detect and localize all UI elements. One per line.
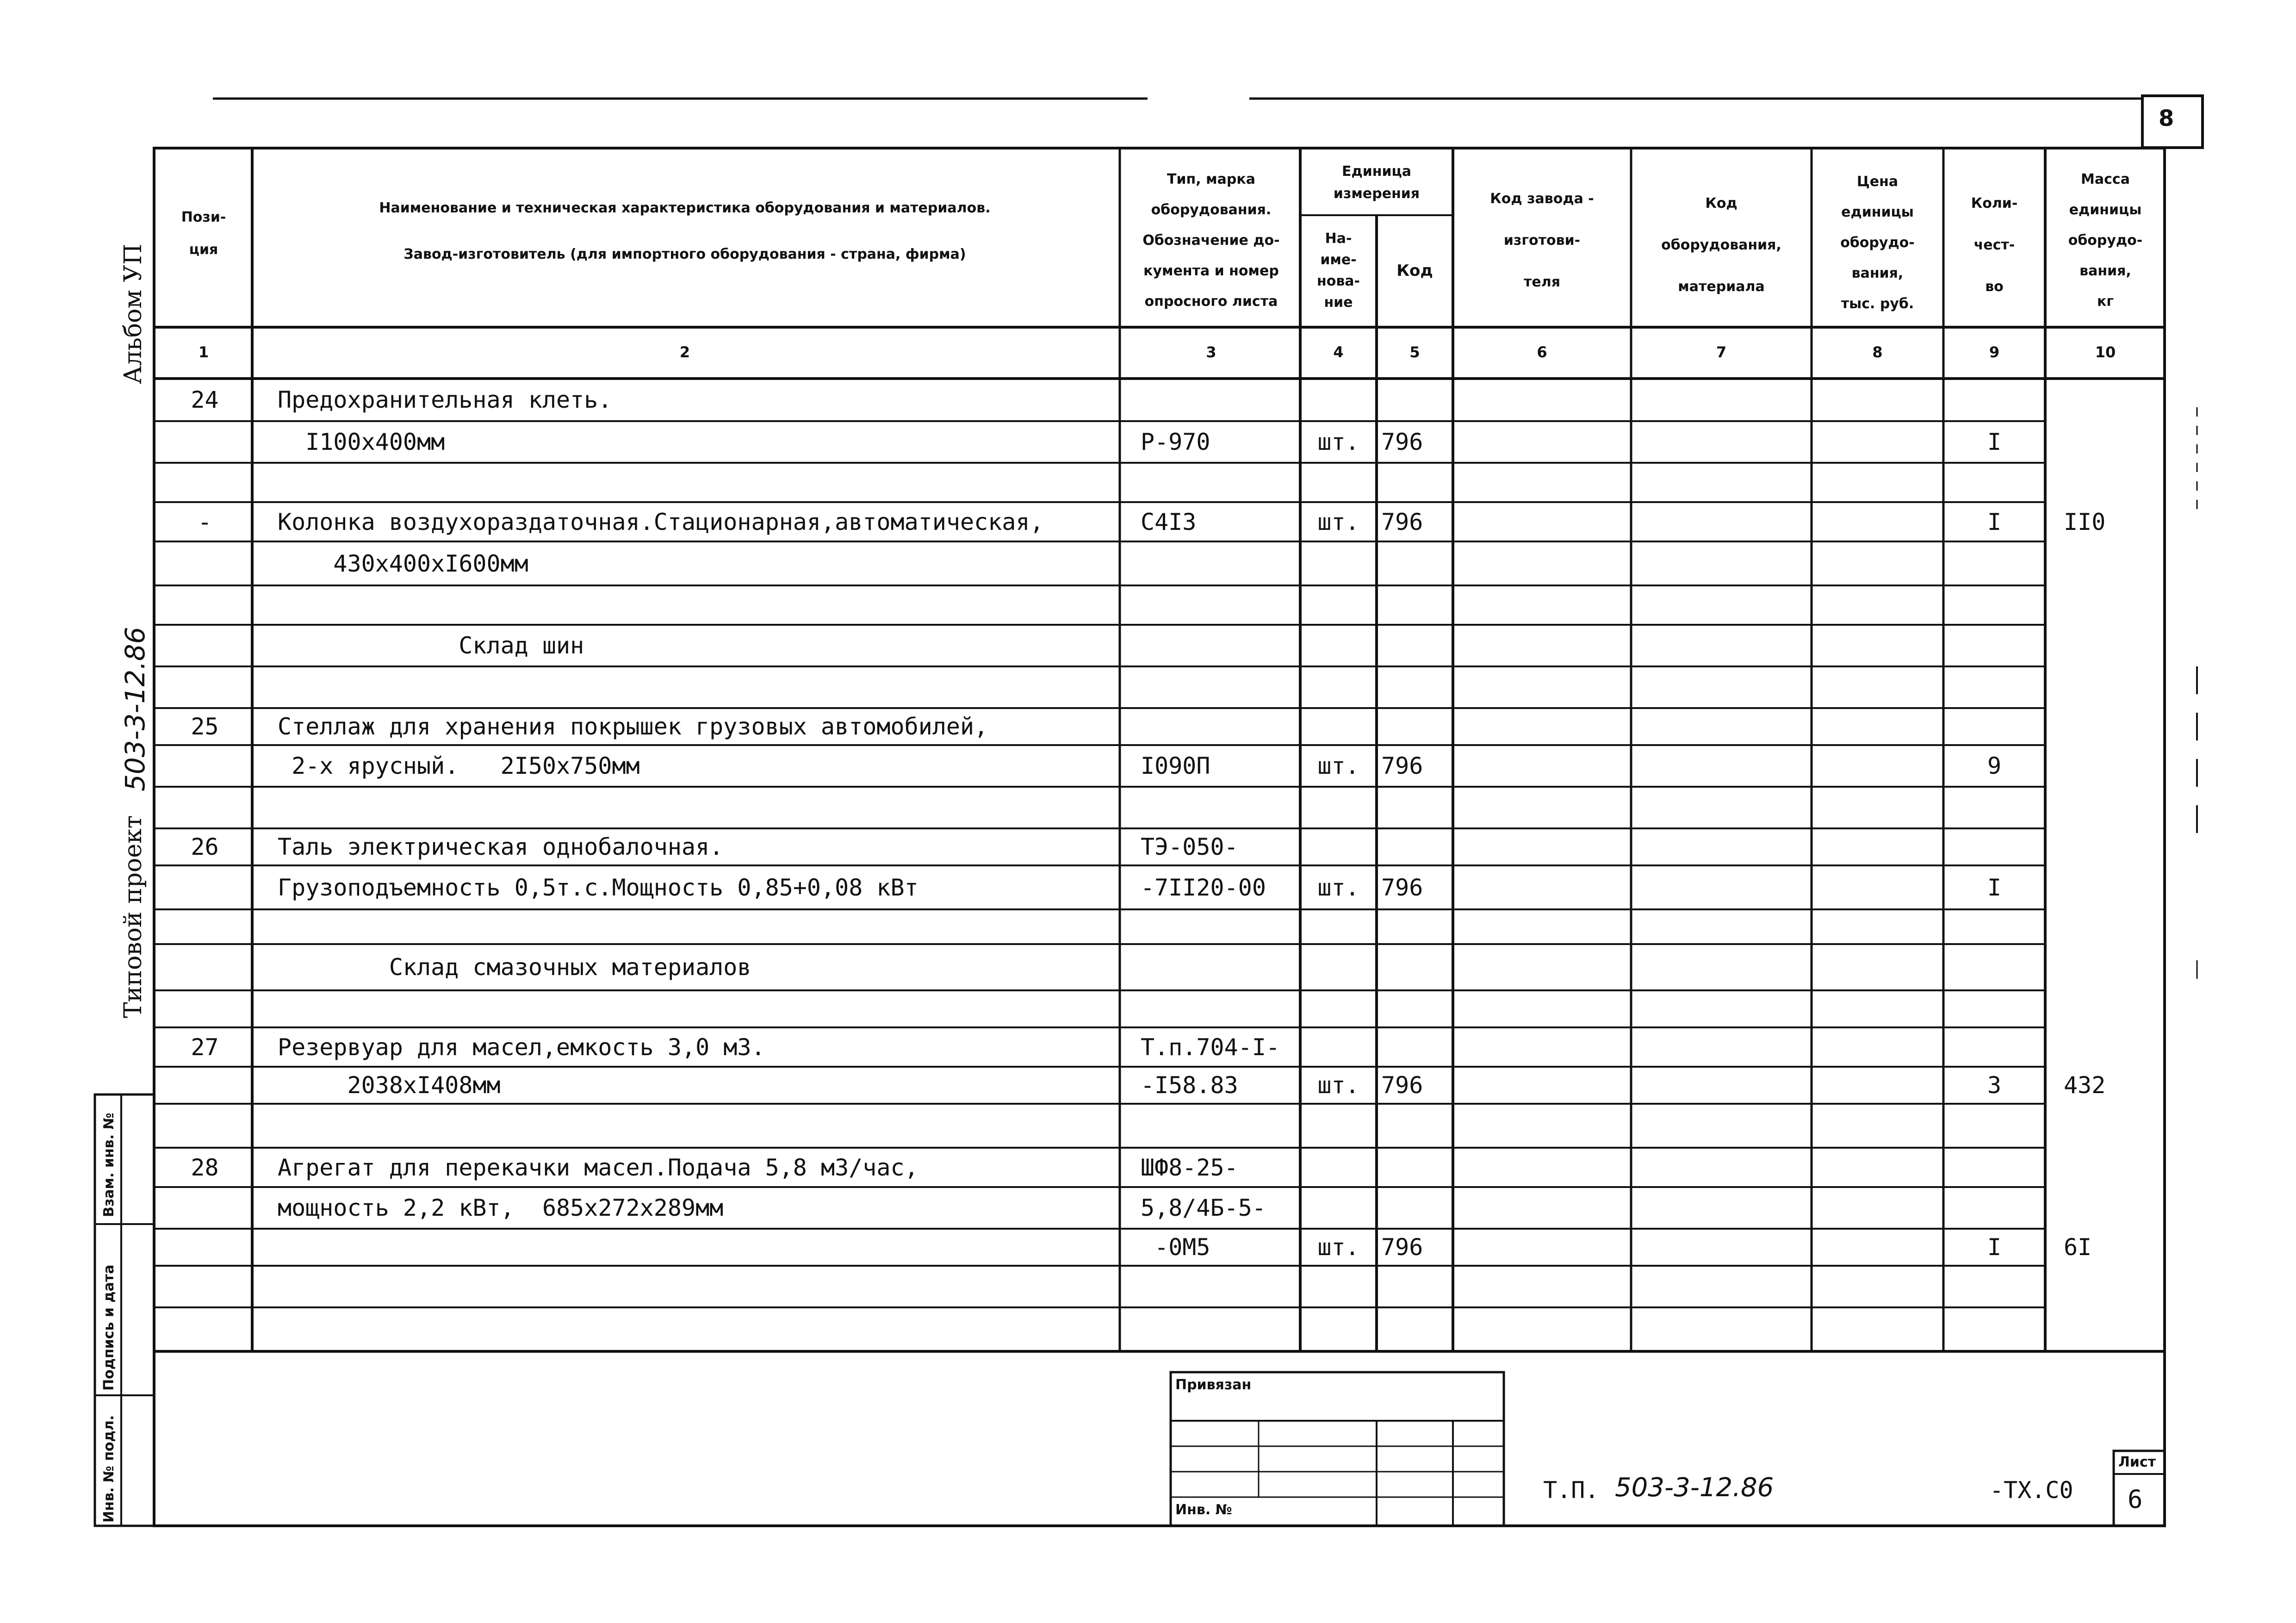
row-type: I090П <box>1141 752 1210 779</box>
col-number: 5 <box>1409 343 1420 361</box>
row-name: Предохранительная клеть. <box>278 386 612 413</box>
header-equipment-code: Код оборудования, материала <box>1661 195 1781 295</box>
row-unit: шт. <box>1317 874 1359 901</box>
inventory-number-label: Инв. № <box>1175 1502 1232 1518</box>
row-type: -I58.83 <box>1141 1072 1238 1099</box>
row-type: Т.п.704-I- <box>1141 1033 1280 1061</box>
row-unit: шт. <box>1317 429 1359 455</box>
row-quantity: 3 <box>1987 1072 2002 1099</box>
row-name: I100x400мм <box>278 429 445 455</box>
row-unit: шт. <box>1317 508 1359 535</box>
header-name: Наименование и техническая характеристика оборудования и материалов. Завод-изготовитель (для импортного оборудования - страна, фирма) <box>379 200 991 262</box>
stamp-vzam-inv: Взам. инв. № <box>101 1113 117 1217</box>
row-name: 2038xI408мм <box>278 1072 501 1099</box>
col-number: 1 <box>198 343 209 361</box>
header-price: Цена единицы оборудо- вания, тыс. руб. <box>1840 174 1915 312</box>
col-number: 10 <box>2095 343 2116 361</box>
header-mass: Масса единицы оборудо- вания, кг <box>2068 171 2143 310</box>
col-number: 7 <box>1716 343 1727 361</box>
row-position: - <box>198 508 212 535</box>
row-position: 26 <box>191 833 219 860</box>
list-number: 6 <box>2128 1485 2143 1514</box>
row-type: 5,8/4Б-5- <box>1141 1194 1266 1221</box>
header-unit-name: На- име- нова- ние <box>1316 230 1360 311</box>
col-number: 9 <box>1989 343 2000 361</box>
row-type: ТЭ-050- <box>1141 833 1238 860</box>
header-position: Пози- ция <box>181 209 226 258</box>
row-unit-code: 796 <box>1381 752 1423 779</box>
row-unit: шт. <box>1317 752 1359 779</box>
row-name: Таль электрическая однобалочная. <box>278 833 724 860</box>
row-quantity: 9 <box>1987 752 2002 779</box>
row-type: Р-970 <box>1141 429 1210 455</box>
row-name: Колонка воздухораздаточная.Стационарная,автоматическая, <box>278 508 1044 535</box>
row-quantity: I <box>1987 1234 2002 1261</box>
project-label: Типовой проект <box>119 815 147 1018</box>
header-unit-code: Код <box>1396 261 1433 280</box>
row-name: Стеллаж для хранения покрышек грузовых автомобилей, <box>278 713 988 740</box>
privyazan-label: Привязан <box>1175 1377 1252 1393</box>
row-position: 24 <box>191 386 219 413</box>
col-number: 6 <box>1537 343 1547 361</box>
header-unit-group: Единица измерения <box>1333 163 1420 202</box>
row-name: 2-х ярусный. 2I50x750мм <box>278 752 640 779</box>
header-quantity: Коли- чест- во <box>1971 195 2018 295</box>
row-unit-code: 796 <box>1381 429 1423 455</box>
sheet-number: 8 <box>2159 106 2174 131</box>
row-unit-code: 796 <box>1381 874 1423 901</box>
project-code-handwritten: 503-3-12.86 <box>119 627 151 791</box>
col-number: 8 <box>1872 343 1883 361</box>
album-label: Альбом УП <box>119 243 147 384</box>
row-position: 27 <box>191 1033 219 1061</box>
col-number: 2 <box>679 343 690 361</box>
row-name: 430x400xI600мм <box>278 550 528 577</box>
row-mass: II0 <box>2064 508 2106 535</box>
list-label: Лист <box>2118 1454 2156 1470</box>
row-unit: шт. <box>1317 1072 1359 1099</box>
row-name: Агрегат для перекачки масел.Подача 5,8 м3/час, <box>278 1154 918 1181</box>
row-unit-code: 796 <box>1381 1234 1423 1261</box>
stamp-inv-podl: Инв. № подл. <box>101 1415 117 1523</box>
row-unit: шт. <box>1317 1234 1359 1261</box>
row-unit-code: 796 <box>1381 508 1423 535</box>
row-position: 25 <box>191 713 219 740</box>
row-quantity: I <box>1987 508 2002 535</box>
row-position: 28 <box>191 1154 219 1181</box>
tp-code-handwritten: 503-3-12.86 <box>1615 1473 1774 1503</box>
row-mass: 432 <box>2064 1072 2106 1099</box>
row-unit-code: 796 <box>1381 1072 1423 1099</box>
stamp-signature-date: Подпись и дата <box>101 1264 117 1391</box>
row-quantity: I <box>1987 874 2002 901</box>
header-type: Тип, марка оборудования. Обозначение до- кумента и номер опросного листа <box>1142 171 1280 310</box>
row-mass: 6I <box>2064 1234 2092 1261</box>
tp-prefix: Т.П. <box>1543 1477 1599 1504</box>
document-suffix: -ТХ.С0 <box>1990 1477 2073 1504</box>
row-name: Склад шин <box>278 632 584 659</box>
row-type: ШФ8-25- <box>1141 1154 1238 1181</box>
col-number: 3 <box>1206 343 1216 361</box>
row-name: Склад смазочных материалов <box>278 954 751 981</box>
row-name: Резервуар для масел,емкость 3,0 м3. <box>278 1033 765 1061</box>
row-name: мощность 2,2 кВт, 685x272x289мм <box>278 1194 724 1221</box>
row-type: С4I3 <box>1141 508 1197 535</box>
row-type: -0М5 <box>1141 1234 1210 1261</box>
col-number: 4 <box>1333 343 1344 361</box>
header-plant-code: Код завода - изготови- теля <box>1490 191 1594 290</box>
row-type: -7II20-00 <box>1141 874 1266 901</box>
row-quantity: I <box>1987 429 2002 455</box>
row-name: Грузоподъемность 0,5т.с.Мощность 0,85+0,08 кВт <box>278 874 918 901</box>
